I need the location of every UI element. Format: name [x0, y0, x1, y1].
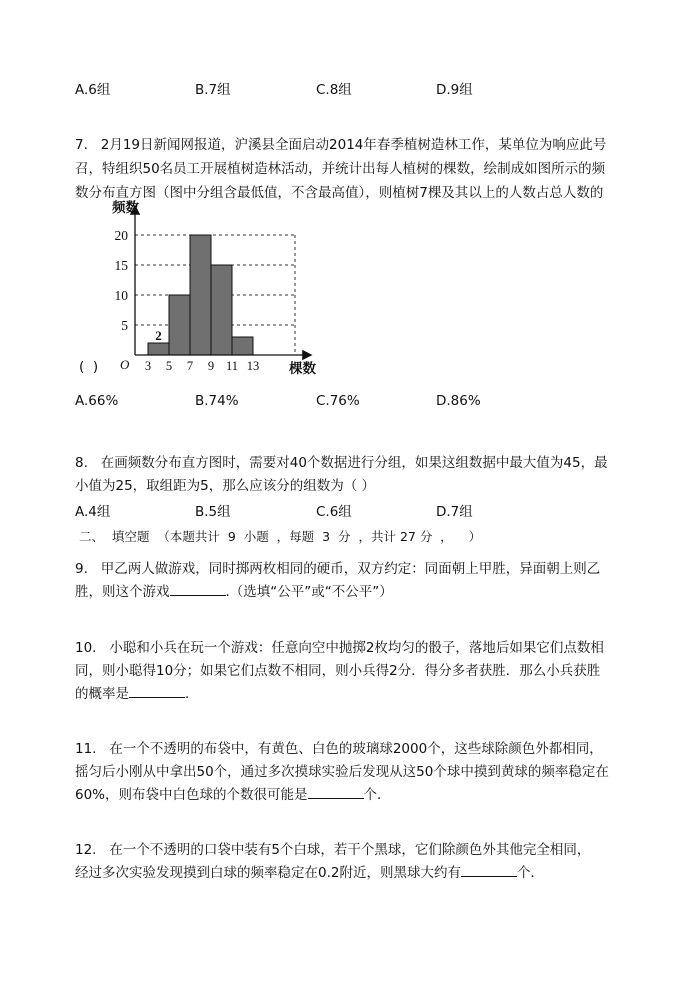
q7-option-a: A.66% — [75, 393, 119, 409]
q6-option-c: C.8组 — [316, 82, 352, 98]
q12-text-post: 个． — [516, 865, 544, 881]
bar-9-11 — [211, 265, 232, 355]
q8-line-1: 8. 在画频数分布直方图时，需要对40个数据进行分组，如果这组数据中最大值为45，最 — [75, 455, 608, 471]
q7-line-3: 数分布直方图（图中分组含最低值，不含最高值），则植树7棵及其以上的人数占总人数的 — [75, 185, 604, 201]
q8-option-c: C.6组 — [316, 504, 352, 520]
q7-options — [75, 393, 635, 413]
q12-line-1: 12. 在一个不透明的口袋中装有5个白球，若干个黑球，它们除颜色外其他完全相同， — [75, 842, 591, 858]
y-tick-labels — [115, 228, 129, 333]
x-axis-label: 棵数 — [289, 361, 316, 377]
section-2-heading: 二、 填空题 （本题共计 9 小题 ，每题 3 分 ，共计 27 分 ， ） — [79, 529, 482, 544]
q6-options — [75, 78, 635, 98]
frequency-histogram — [100, 195, 330, 380]
x-tick-label-9: 9 — [207, 359, 215, 373]
q10-text-post: ． — [185, 686, 199, 702]
q6-option-a: A.6组 — [75, 82, 111, 98]
q11-answer-blank[interactable] — [308, 786, 364, 799]
y-tick-label-20: 20 — [114, 228, 128, 243]
q7-line-2: 召，特组织50名员工开展植树造林活动，并统计出每人植树的棵数，绘制成如图所示的频 — [75, 161, 606, 177]
q9-text-pre: 胜，则这个游戏 — [75, 584, 170, 600]
q11-text-post: 个． — [363, 787, 391, 803]
x-tick-label-7: 7 — [186, 359, 194, 373]
q11-line-3 — [75, 783, 391, 803]
q10-line-1: 10. 小聪和小兵在玩一个游戏：任意向空中抛掷2枚均匀的骰子，落地后如果它们点数相 — [75, 640, 604, 656]
q10-line-2: 同，则小聪得10分；如果它们点数不相同，则小兵得2分．得分多者获胜．那么小兵获胜 — [75, 663, 601, 679]
bar-11-13 — [232, 337, 253, 355]
x-tick-label-5: 5 — [165, 359, 173, 373]
q10-text-pre: 的概率是 — [75, 686, 129, 702]
q10-answer-blank[interactable] — [129, 685, 185, 698]
q7-option-c: C.76% — [316, 393, 360, 409]
origin-label: O — [120, 357, 130, 372]
q7-option-d: D.86% — [436, 393, 481, 409]
y-axis-label: 频数 — [112, 200, 139, 216]
q12-text-pre: 经过多次实验发现摸到白球的频率稳定在0.2附近，则黑球大约有 — [75, 865, 461, 881]
data-labels — [155, 328, 162, 343]
x-tick-label-13: 13 — [246, 359, 260, 373]
q9-text-post: .（选填“公平”或“不公平”） — [225, 584, 393, 600]
q11-line-2: 摇匀后小刚从中拿出50个，通过多次摸球实验后发现从这50个球中摸到黄球的频率稳定在 — [75, 764, 609, 780]
bar-3-5 — [148, 343, 169, 355]
q12-answer-blank[interactable] — [461, 864, 517, 877]
q8-options — [75, 500, 635, 520]
q8-line-2: 小值为25，取组距为5，那么应该分的组数为（ ） — [75, 478, 376, 494]
q6-option-d: D.9组 — [436, 82, 473, 98]
q8-option-a: A.4组 — [75, 504, 111, 520]
x-tick-label-11: 11 — [225, 359, 239, 373]
q10-line-3 — [75, 682, 199, 702]
data-label-bin-0: 2 — [155, 328, 162, 343]
q11-line-1: 11. 在一个不透明的布袋中，有黄色、白色的玻璃球2000个，这些球除颜色外都相同， — [75, 741, 603, 757]
q7-line-1: 7. 2月19日新闻网报道，沪溪县全面启动2014年春季植树造林工作，某单位为响应此号 — [75, 137, 607, 153]
bar-5-7 — [169, 295, 190, 355]
bar-7-9 — [190, 235, 211, 355]
q12-line-2 — [75, 861, 544, 881]
q7-option-b: B.74% — [195, 393, 239, 409]
q9-answer-blank[interactable] — [170, 583, 226, 596]
q8-option-b: B.5组 — [195, 504, 231, 520]
y-tick-label-5: 5 — [121, 318, 128, 333]
y-tick-label-15: 15 — [114, 258, 128, 273]
q8-option-d: D.7组 — [436, 504, 473, 520]
q6-option-b: B.7组 — [195, 82, 231, 98]
y-tick-label-10: 10 — [114, 288, 128, 303]
x-tick-labels — [145, 359, 259, 373]
q9-line-1: 9. 甲乙两人做游戏，同时掷两枚相同的硬币，双方约定：同面朝上甲胜，异面朝上则乙 — [75, 561, 601, 577]
q11-text-pre: 60%，则布袋中白色球的个数很可能是 — [75, 787, 308, 803]
q7-answer-paren: ( ) — [79, 359, 99, 375]
q9-line-2 — [75, 580, 393, 600]
x-tick-label-3: 3 — [144, 359, 152, 373]
